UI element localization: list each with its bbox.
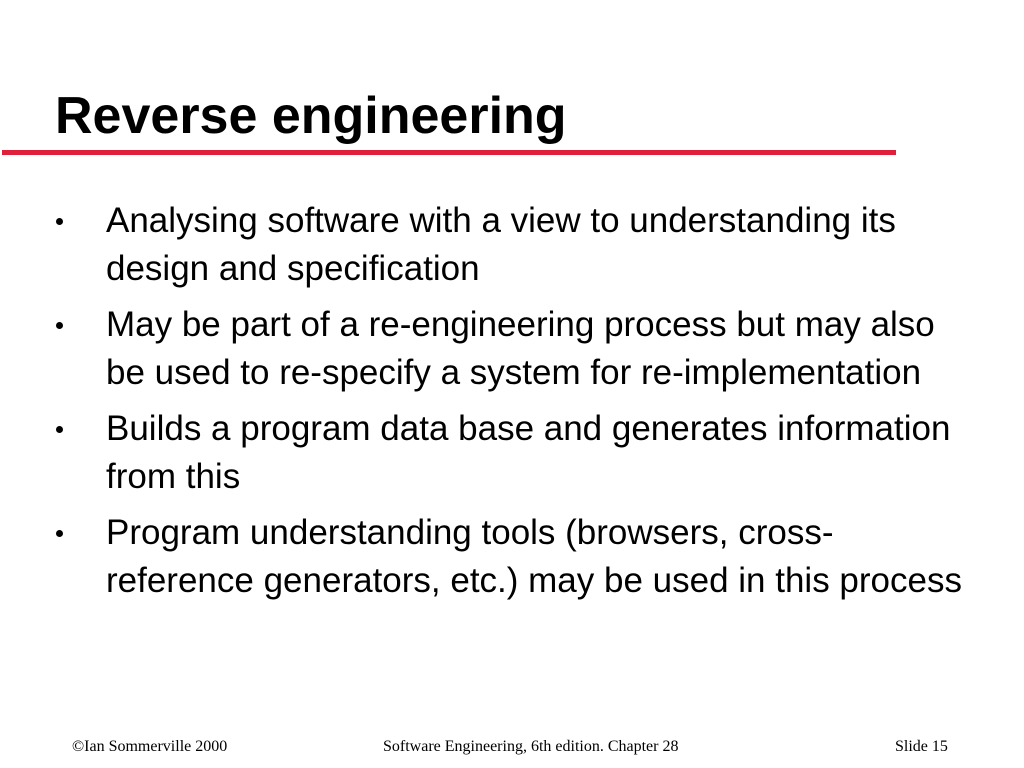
bullet-text: May be part of a re-engineering process but may also be used to re-specify a system for re-implementation [106,305,935,392]
slide-title: Reverse engineering [55,87,567,145]
title-underline [2,150,896,155]
bullet-item [0,405,1024,501]
bullet-text: Builds a program data base and generates information from this [106,409,951,496]
bullet-dot-icon [56,322,63,329]
bullet-item [0,197,1024,293]
bullet-item [0,301,1024,397]
bullet-dot-icon [56,426,63,433]
footer-slide-number: Slide 15 [895,738,948,755]
footer-book-title: Software Engineering, 6th edition. Chapter 28 [383,738,679,755]
bullet-dot-icon [56,530,63,537]
bullet-text: Program understanding tools (browsers, cross-reference generators, etc.) may be used in this process [106,513,962,600]
bullet-list [0,197,1024,613]
bullet-dot-icon [56,218,63,225]
bullet-text: Analysing software with a view to understanding its design and specification [106,201,896,288]
bullet-item [0,509,1024,605]
footer-copyright: ©Ian Sommerville 2000 [72,738,228,755]
